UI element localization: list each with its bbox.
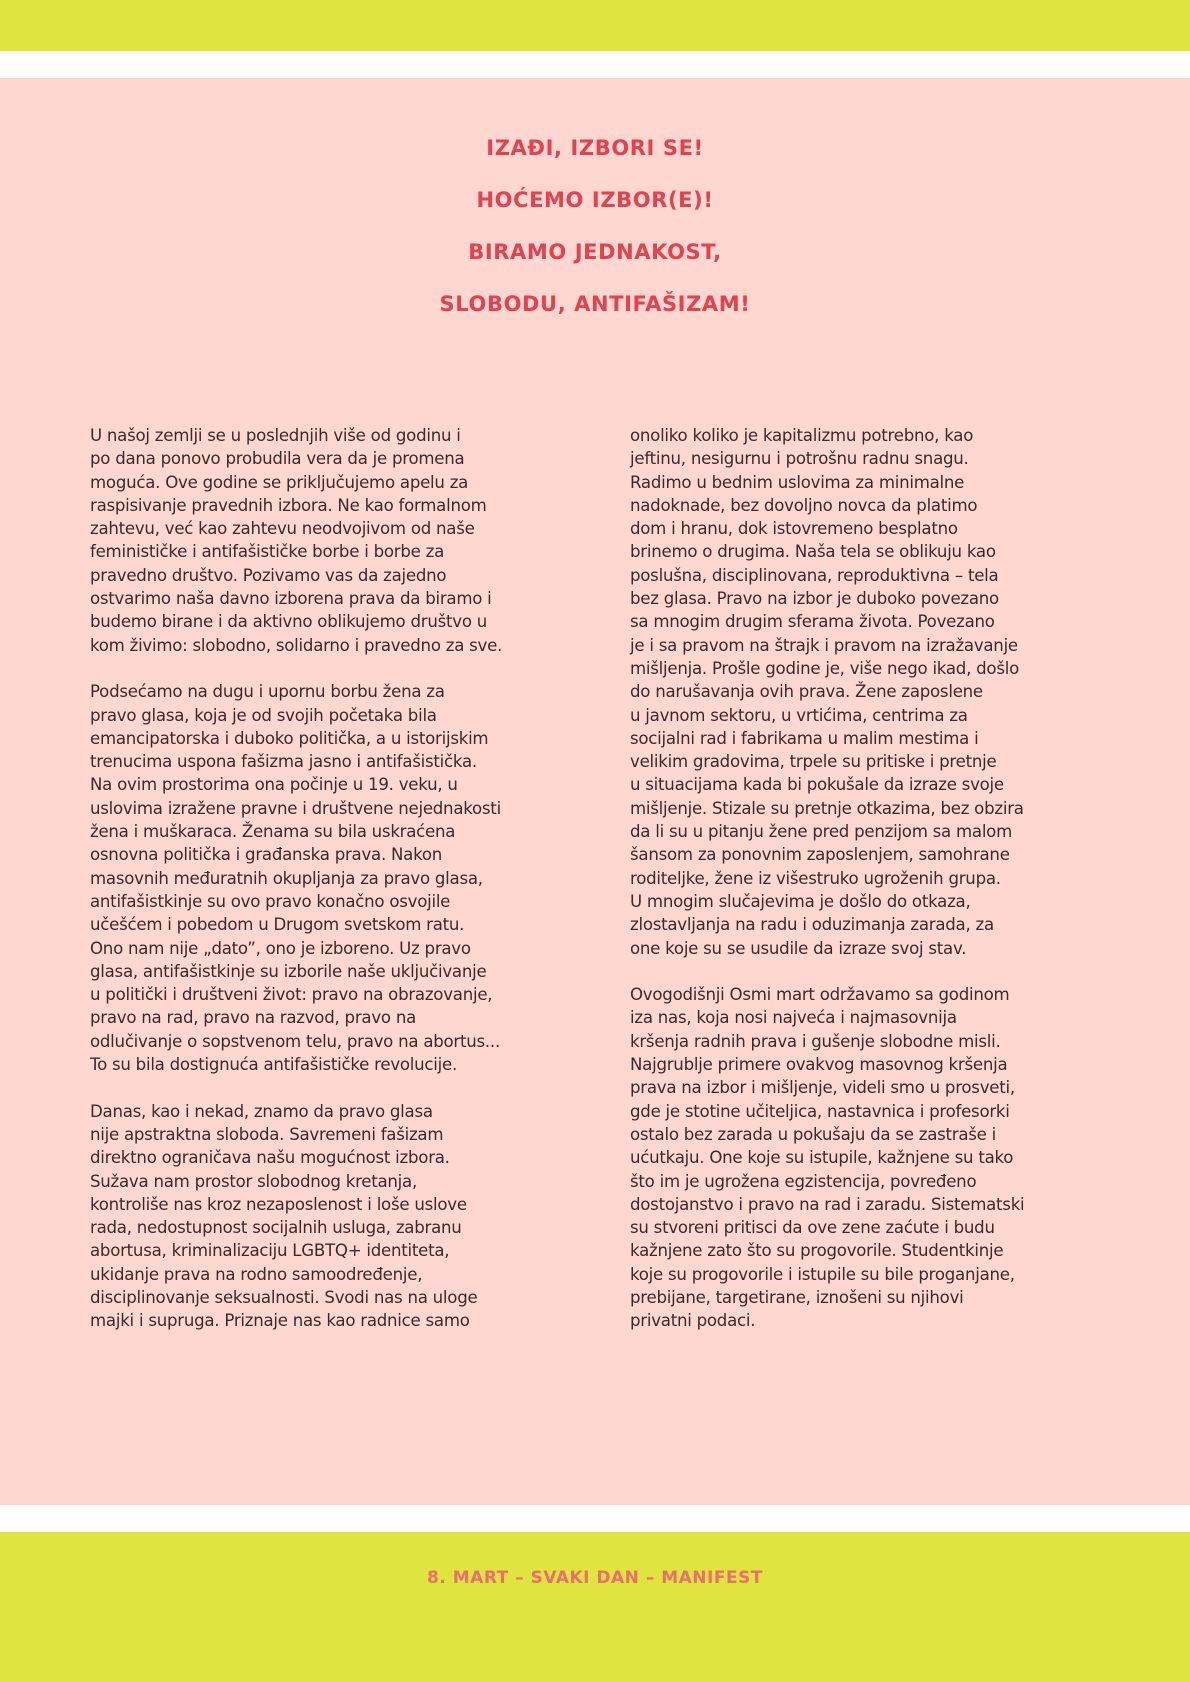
text-line: Danas, kao i nekad, znamo da pravo glasa [90,1101,433,1121]
text-line: pravo na rad, pravo na razvod, pravo na [90,1008,416,1028]
text-line: disciplinovanje seksualnosti. Svodi nas na uloge [90,1287,478,1307]
text-line: roditeljke, žene iz višestruko ugroženih grupa. [630,868,1001,888]
text-line: šansom za ponovnim zaposlenjem, samohrane [630,845,1010,865]
headline-line-4: SLOBODU, ANTIFAŠIZAM! [439,292,751,316]
text-line: učešćem i pobedom u Drugom svetskom ratu. [90,915,465,935]
text-line: jeftinu, nesigurnu i potrošnu radnu snagu. [630,449,969,469]
text-line: do narušavanja ovih prava. Žene zaposlene [630,682,983,702]
text-line: zlostavljanja na radu i oduzimanja zarada, za [630,915,994,935]
text-line: prava na izbor i mišljenje, videli smo u prosveti, [630,1078,1015,1098]
text-line: prebijane, targetirane, iznošeni su njihovi [630,1287,964,1307]
text-line: budemo birane i da aktivno oblikujemo društvo u [90,612,488,632]
text-line: emancipatorska i duboko politička, a u istorijskim [90,728,489,748]
text-line: osnovna politička i građanska prava. Nakon [90,845,443,865]
body-paragraph [90,680,580,1076]
text-line: gde je stotine učiteljica, nastavnica i profesorki [630,1101,1010,1121]
text-line: Ovogodišnji Osmi mart održavamo sa godinom [630,985,1010,1005]
text-line: žena i muškaraca. Ženama su bila uskraćena [90,822,456,842]
text-line: u javnom sektoru, u vrtićima, centrima za [630,705,968,725]
text-line: kršenja radnih prava i gušenje slobodne misli. [630,1031,1001,1051]
text-line: sa mnogim drugim sferama života. Povezano [630,612,995,632]
text-line: kažnjene zato što su progovorile. Studentkinje [630,1241,1004,1261]
text-line: dom i hranu, dok istovremeno besplatno [630,519,958,539]
text-line: bez glasa. Pravo na izbor je duboko povezano [630,589,999,609]
text-line: To su bila dostignuća antifašističke revolucije. [90,1055,458,1075]
text-line: ukidanje prava na rodno samoodređenje, [90,1264,423,1284]
text-line: rada, nedostupnost socijalnih usluga, zabranu [90,1218,462,1238]
body-paragraph [90,424,580,657]
text-line: abortusa, kriminalizaciju LGBTQ+ identiteta, [90,1241,450,1261]
headline-line-1: IZAĐI, IZBORI SE! [486,136,704,160]
headline-line-3: BIRAMO JEDNAKOST, [468,240,722,264]
text-line: feminističke i antifašističke borbe i borbe za [90,542,444,562]
text-line: je i sa pravom na štrajk i pravom na izražavanje [630,635,1018,655]
text-line: velikim gradovima, trpele su pritiske i pretnje [630,752,997,772]
text-line: one koje su se usudile da izraze svoj stav. [630,938,967,958]
text-line: koje su progovorile i istupile su bile proganjane, [630,1264,1015,1284]
text-line: Ono nam nije „dato”, ono je izboreno. Uz pravo [90,938,471,958]
text-line: odlučivanje o sopstvenom telu, pravo na abortus... [90,1031,500,1051]
text-line: ostvarimo naša davno izborena prava da biramo i [90,589,492,609]
text-line: kom živimo: slobodno, solidarno i pravedno za sve. [90,635,503,655]
left-text-column [90,424,580,1356]
text-line: socijalni rad i fabrikama u malim mestima i [630,728,979,748]
text-line: Najgrublje primere ovakvog masovnog kršenja [630,1055,1008,1075]
text-line: mišljenje. Stizale su pretnje otkazima, bez obzira [630,798,1024,818]
text-line: antifašistkinje su ovo pravo konačno osvojile [90,891,451,911]
bottom-color-band [0,1532,1190,1682]
text-line: majki i supruga. Priznaje nas kao radnice samo [90,1311,470,1331]
text-line: u situacijama kada bi pokušale da izraze svoje [630,775,1004,795]
text-line: po dana ponovo probudila vera da je promena [90,449,465,469]
text-line: direktno ograničava našu mogućnost izbora. [90,1148,450,1168]
text-line: raspisivanje pravednih izbora. Ne kao formalnom [90,495,487,515]
text-line: uslovima izražene pravne i društvene nejednakosti [90,798,501,818]
text-line: U našoj zemlji se u poslednjih više od godinu i [90,426,461,445]
text-line: onoliko koliko je kapitalizmu potrebno, kao [630,426,974,445]
footer-title: 8. MART – SVAKI DAN – MANIFEST [427,1568,763,1588]
text-line: pravedno društvo. Pozivamo vas da zajedno [90,565,447,585]
text-line: Sužava nam prostor slobodnog kretanja, [90,1171,417,1191]
text-line: mišljenja. Prošle godine je, više nego ikad, došlo [630,658,1019,678]
text-line: brinemo o drugima. Naša tela se oblikuju kao [630,542,996,562]
text-line: privatni podaci. [630,1311,756,1331]
text-line: nadoknade, bez dovoljno novca da platimo [630,495,978,515]
text-line: da li su u pitanju žene pred penzijom sa malom [630,822,1012,842]
text-line: poslušna, disciplinovana, reproduktivna – tela [630,565,999,585]
body-paragraph [630,424,1120,960]
right-text-column [630,424,1120,1356]
text-line: što im je ugrožena egzistencija, povređeno [630,1171,977,1191]
text-line: moguća. Ove godine se priključujemo apelu za [90,472,469,492]
text-line: Radimo u bednim uslovima za minimalne [630,472,965,492]
text-line: Na ovim prostorima ona počinje u 19. veku, u [90,775,458,795]
text-line: pravo glasa, koja je od svojih početaka bila [90,705,437,725]
text-line: glasa, antifašistkinje su izborile naše uključivanje [90,961,487,981]
body-paragraph [90,1100,580,1333]
bottom-white-strip [0,1505,1190,1532]
text-line: ućutkaju. One koje su istupile, kažnjene su tako [630,1148,1014,1168]
text-line: su stvoreni pritisci da ove zene zaćute i budu [630,1218,995,1238]
text-line: kontroliše nas kroz nezaposlenost i loše uslove [90,1194,467,1214]
text-line: masovnih međuratnih okupljanja za pravo glasa, [90,868,483,888]
text-line: u politički i društveni život: pravo na obrazovanje, [90,985,493,1005]
text-line: U mnogim slučajevima je došlo do otkaza, [630,891,971,911]
text-line: zahtevu, već kao zahtevu neodvojivom od naše [90,519,475,539]
text-line: ostalo bez zarada u pokušaju da se zastraše i [630,1124,997,1144]
text-line: Podsećamo na dugu i upornu borbu žena za [90,682,445,702]
top-color-band [0,0,1190,51]
top-white-strip [0,51,1190,78]
text-line: dostojanstvo i pravo na rad i zaradu. Sistematski [630,1194,1025,1214]
text-line: iza nas, koja nosi najveća i najmasovnija [630,1008,957,1028]
text-line: nije apstraktna sloboda. Savremeni fašizam [90,1124,444,1144]
headline-line-2: HOĆEMO IZBOR(E)! [476,188,714,212]
body-paragraph [630,983,1120,1332]
text-line: trenucima uspona fašizma jasno i antifašistička. [90,752,477,772]
